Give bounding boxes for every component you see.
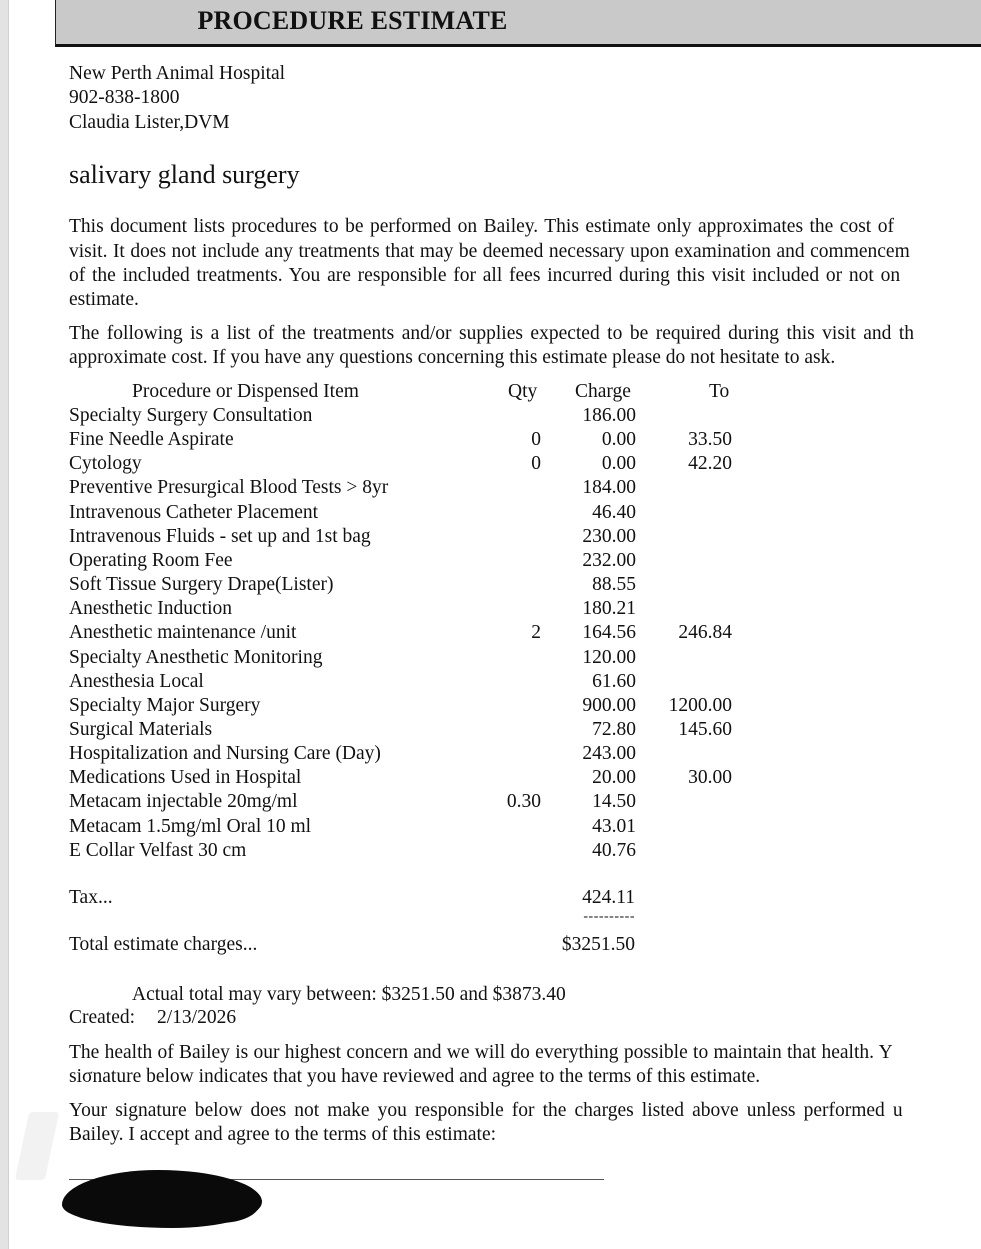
intro-line: of the included treatments. You are responsible for all fees incurred during this visit included or not on bbox=[69, 265, 901, 286]
clinic-name: New Perth Animal Hospital bbox=[69, 63, 286, 84]
table-row bbox=[69, 718, 749, 742]
total-value: $3251.50 bbox=[561, 934, 635, 955]
item-charge: 46.40 bbox=[592, 501, 636, 523]
item-name: Surgical Materials bbox=[69, 718, 213, 740]
list-intro-line: The following is a list of the treatments and/or supplies expected to be required during this visit and th bbox=[69, 323, 915, 344]
table-row bbox=[69, 766, 749, 790]
closing-line: The health of Bailey is our highest concern and we will do everything possible to maintain that health. Y bbox=[69, 1042, 893, 1063]
scan-smudge bbox=[15, 1112, 59, 1180]
table-row bbox=[69, 549, 749, 573]
item-charge: 72.80 bbox=[592, 718, 636, 740]
item-charge: 243.00 bbox=[582, 743, 636, 765]
header-charge: Charge bbox=[575, 381, 631, 402]
item-charge: 180.21 bbox=[582, 598, 636, 620]
item-name: Anesthetic Induction bbox=[69, 598, 232, 620]
doctor-name: Claudia Lister,DVM bbox=[69, 112, 230, 133]
item-charge: 40.76 bbox=[592, 839, 636, 861]
item-qty: 0 bbox=[531, 429, 541, 451]
intro-line: visit. It does not include any treatments that may be deemed necessary upon examination and commencem bbox=[69, 241, 910, 262]
intro-line: estimate. bbox=[69, 289, 139, 310]
tax-label: Tax... bbox=[69, 887, 113, 908]
table-row bbox=[69, 790, 749, 814]
table-row bbox=[69, 670, 749, 694]
table-row bbox=[69, 452, 749, 476]
created-label: Created: bbox=[69, 1007, 136, 1028]
item-name: Fine Needle Aspirate bbox=[69, 429, 234, 451]
item-charge: 88.55 bbox=[592, 574, 636, 596]
item-charge: 14.50 bbox=[592, 791, 636, 813]
procedure-title: salivary gland surgery bbox=[69, 160, 300, 189]
item-charge: 184.00 bbox=[582, 477, 636, 499]
clinic-phone: 902-838-1800 bbox=[69, 87, 180, 108]
item-name: E Collar Velfast 30 cm bbox=[69, 839, 247, 861]
item-charge: 61.60 bbox=[592, 670, 636, 692]
table-row bbox=[69, 404, 749, 428]
table-row bbox=[69, 621, 749, 645]
header-qty: Qty bbox=[508, 381, 538, 402]
item-charge: 43.01 bbox=[592, 815, 636, 837]
item-name: Anesthetic maintenance /unit bbox=[69, 622, 297, 644]
signature-redaction bbox=[180, 1183, 260, 1223]
item-name: Intravenous Catheter Placement bbox=[69, 501, 319, 523]
item-total: 33.50 bbox=[688, 429, 732, 451]
item-name: Operating Room Fee bbox=[69, 549, 233, 571]
item-total: 1200.00 bbox=[668, 694, 732, 716]
intro-line: This document lists procedures to be performed on Bailey. This estimate only approximates the cost of bbox=[69, 216, 894, 237]
page-edge bbox=[0, 0, 9, 1249]
item-charge: 186.00 bbox=[582, 405, 636, 426]
table-row bbox=[69, 501, 749, 525]
created-date: 2/13/2026 bbox=[157, 1007, 237, 1028]
item-name: Specialty Anesthetic Monitoring bbox=[69, 646, 323, 668]
total-label: Total estimate charges... bbox=[69, 934, 258, 955]
item-name: Specialty Major Surgery bbox=[69, 694, 261, 716]
item-charge: 20.00 bbox=[592, 767, 636, 789]
item-qty: 0.30 bbox=[506, 791, 541, 813]
item-charge: 900.00 bbox=[582, 694, 636, 716]
item-name: Soft Tissue Surgery Drape(Lister) bbox=[69, 574, 334, 596]
item-qty: 0 bbox=[531, 453, 541, 475]
table-row bbox=[69, 742, 749, 766]
table-row bbox=[69, 428, 749, 452]
table-row bbox=[69, 839, 749, 863]
item-name: Preventive Presurgical Blood Tests > 8yr bbox=[69, 477, 389, 499]
item-name: Metacam injectable 20mg/ml bbox=[69, 791, 298, 813]
item-total: 145.60 bbox=[678, 718, 732, 740]
item-total: 30.00 bbox=[688, 767, 732, 789]
table-row bbox=[69, 646, 749, 670]
item-charge: 230.00 bbox=[582, 525, 636, 547]
table-row bbox=[69, 476, 749, 500]
table-row bbox=[69, 694, 749, 718]
item-name: Metacam 1.5mg/ml Oral 10 ml bbox=[69, 815, 312, 837]
item-name: Medications Used in Hospital bbox=[69, 767, 302, 789]
item-charge: 164.56 bbox=[582, 622, 636, 644]
item-charge: 232.00 bbox=[582, 549, 636, 571]
tax-value: 424.11 bbox=[582, 887, 635, 908]
closing-line: Your signature below does not make you responsible for the charges listed above unless performed u bbox=[69, 1100, 903, 1121]
item-name: Intravenous Fluids - set up and 1st bag bbox=[69, 525, 371, 547]
item-charge: 0.00 bbox=[601, 453, 636, 475]
item-name: Cytology bbox=[69, 453, 142, 475]
document-title: PROCEDURE ESTIMATE bbox=[197, 6, 508, 35]
total-range: Actual total may vary between: $3251.50 and $3873.40 bbox=[132, 984, 566, 1005]
item-charge: 0.00 bbox=[601, 429, 636, 451]
item-charge: 120.00 bbox=[582, 646, 636, 668]
header-total: To bbox=[709, 381, 730, 402]
item-name: Specialty Surgery Consultation bbox=[69, 405, 313, 426]
item-name: Anesthesia Local bbox=[69, 670, 204, 692]
header-item: Procedure or Dispensed Item bbox=[132, 381, 359, 402]
closing-line: siσnature below indicates that you have reviewed and agree to the terms of this estimate. bbox=[69, 1066, 761, 1087]
table-row bbox=[69, 597, 749, 621]
table-row bbox=[69, 573, 749, 597]
total-separator: ---------- bbox=[583, 909, 635, 924]
item-total: 246.84 bbox=[678, 622, 732, 644]
closing-line: Bailey. I accept and agree to the terms of this estimate: bbox=[69, 1124, 497, 1145]
item-name: Hospitalization and Nursing Care (Day) bbox=[69, 743, 381, 765]
table-row bbox=[69, 525, 749, 549]
item-total: 42.20 bbox=[688, 453, 732, 475]
item-qty: 2 bbox=[531, 622, 541, 644]
list-intro-line: approximate cost. If you have any questions concerning this estimate please do not hesitate to ask. bbox=[69, 347, 836, 368]
table-row bbox=[69, 815, 749, 839]
